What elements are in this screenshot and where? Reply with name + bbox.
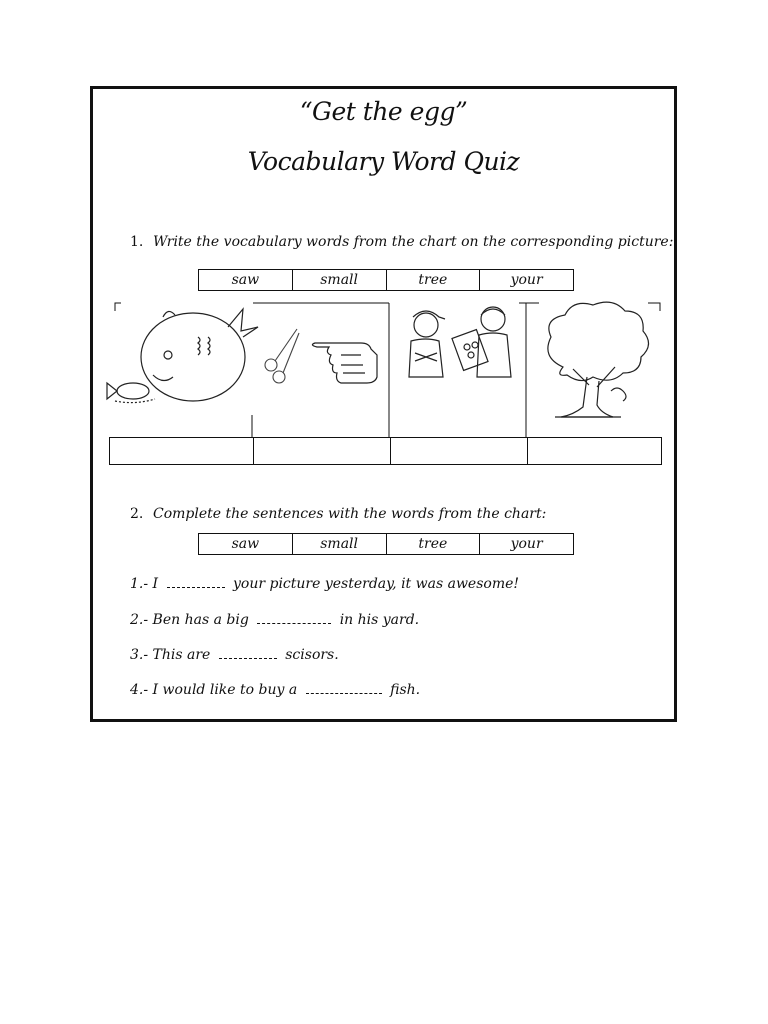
sentence-1-prefix: 1.- I: [130, 576, 159, 592]
word-your: your: [479, 270, 573, 290]
sentence-1: [130, 576, 519, 592]
sentence-4-blank[interactable]: [306, 683, 382, 694]
sentence-3-blank[interactable]: [219, 648, 277, 659]
boys-with-picture-icon: [409, 307, 511, 377]
sentence-2-blank[interactable]: [257, 613, 331, 624]
answer-box-3[interactable]: [390, 437, 528, 465]
worksheet-frame: [90, 86, 677, 722]
word-tree: tree: [386, 270, 480, 290]
pointing-hand-icon: [312, 343, 377, 383]
sentence-4: [130, 682, 420, 698]
section1-instruction: Write the vocabulary words from the chart on the corresponding picture:: [153, 234, 674, 250]
sentence-2-suffix: in his yard.: [339, 612, 420, 628]
word-your: your: [479, 534, 573, 554]
word-saw: saw: [231, 272, 260, 288]
answer-box-2[interactable]: [253, 437, 391, 465]
worksheet-title: “Get the egg”: [299, 97, 468, 126]
word-tree: tree: [386, 534, 480, 554]
sentence-3: [130, 647, 339, 663]
section2-word-chart: [198, 533, 574, 555]
sentence-2: [130, 612, 419, 628]
sentence-1-blank[interactable]: [167, 577, 225, 588]
sentence-1-suffix: your picture yesterday, it was awesome!: [232, 576, 520, 592]
sentence-2-prefix: 2.- Ben has a big: [130, 612, 249, 628]
sentence-3-suffix: scisors.: [285, 647, 339, 663]
answer-box-1[interactable]: [109, 437, 254, 465]
worksheet-subtitle: Vocabulary Word Quiz: [247, 147, 520, 176]
tree-icon: [548, 302, 649, 417]
word-small: small: [292, 270, 386, 290]
sentence-4-prefix: 4.- I would like to buy a: [130, 682, 298, 698]
word-saw: saw: [231, 536, 260, 552]
section1-word-chart: [198, 269, 574, 291]
scissors-icon: [265, 329, 299, 383]
section2-instruction: Complete the sentences with the words from the chart:: [153, 506, 547, 522]
word-small: small: [292, 534, 386, 554]
sentence-4-suffix: fish.: [390, 682, 421, 698]
sentence-3-prefix: 3.- This are: [130, 647, 211, 663]
answer-box-4[interactable]: [527, 437, 662, 465]
section1-number: 1.: [130, 234, 144, 250]
fish-icon: [107, 309, 258, 403]
section2-number: 2.: [130, 506, 144, 522]
